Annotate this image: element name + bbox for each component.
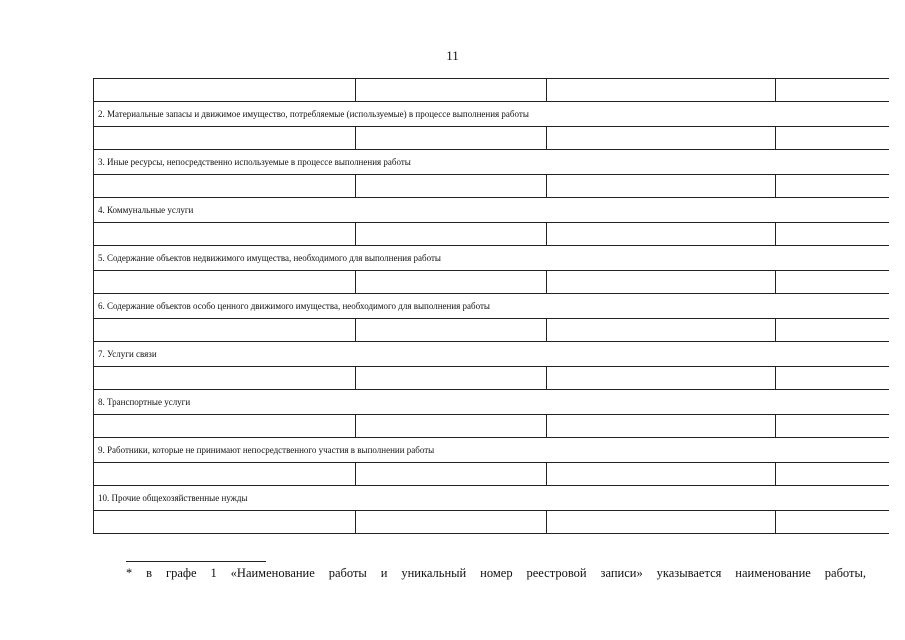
table-cell [356, 511, 547, 533]
section-heading: 9. Работники, которые не принимают непосредственного участия в выполнении работы [93, 438, 889, 463]
table-cell [547, 511, 776, 533]
table-cell [94, 127, 356, 149]
table-cell [94, 223, 356, 245]
table-cell [776, 319, 889, 341]
table-cell [94, 319, 356, 341]
section-heading: 3. Иные ресурсы, непосредственно используемые в процессе выполнения работы [93, 150, 889, 175]
table-row [93, 79, 889, 102]
table-cell [776, 175, 889, 197]
table-cell [776, 271, 889, 293]
footnote-text: * в графе 1 «Наименование работы и уникальный номер реестровой записи» указывается наименование работы, [126, 566, 866, 580]
table-cell [356, 319, 547, 341]
cost-table [93, 78, 889, 534]
table-cell [547, 367, 776, 389]
table-cell [356, 175, 547, 197]
table-cell [547, 223, 776, 245]
table-cell [776, 511, 889, 533]
table-cell [776, 127, 889, 149]
table-row [93, 223, 889, 246]
page-number: 11 [446, 48, 459, 63]
table-cell [94, 415, 356, 437]
table-cell [356, 223, 547, 245]
section-heading: 7. Услуги связи [93, 342, 889, 367]
table-cell [356, 127, 547, 149]
section-heading: 10. Прочие общехозяйственные нужды [93, 486, 889, 511]
table-cell [547, 415, 776, 437]
table-cell [94, 367, 356, 389]
table-row [93, 511, 889, 534]
section-heading: 2. Материальные запасы и движимое имущество, потребляемые (используемые) в процессе выполнения работы [93, 102, 889, 127]
table-cell [94, 463, 356, 485]
table-cell [776, 79, 889, 101]
table-row [93, 463, 889, 486]
table-cell [356, 271, 547, 293]
section-heading: 6. Содержание объектов особо ценного движимого имущества, необходимого для выполнения работы [93, 294, 889, 319]
table-cell [94, 511, 356, 533]
table-row [93, 367, 889, 390]
section-heading: 4. Коммунальные услуги [93, 198, 889, 223]
table-cell [547, 79, 776, 101]
table-row [93, 415, 889, 438]
table-cell [547, 319, 776, 341]
table-cell [94, 79, 356, 101]
table-cell [356, 79, 547, 101]
table-cell [776, 463, 889, 485]
table-cell [356, 463, 547, 485]
table-cell [356, 415, 547, 437]
table-cell [547, 127, 776, 149]
footnote-divider [126, 561, 266, 562]
table-row [93, 175, 889, 198]
table-cell [547, 175, 776, 197]
table-cell [776, 223, 889, 245]
table-cell [547, 463, 776, 485]
table-cell [776, 415, 889, 437]
table-row [93, 319, 889, 342]
table-cell [547, 271, 776, 293]
table-cell [94, 175, 356, 197]
table-cell [94, 271, 356, 293]
table-row [93, 271, 889, 294]
section-heading: 8. Транспортные услуги [93, 390, 889, 415]
table-row [93, 127, 889, 150]
table-cell [776, 367, 889, 389]
table-cell [356, 367, 547, 389]
section-heading: 5. Содержание объектов недвижимого имущества, необходимого для выполнения работы [93, 246, 889, 271]
